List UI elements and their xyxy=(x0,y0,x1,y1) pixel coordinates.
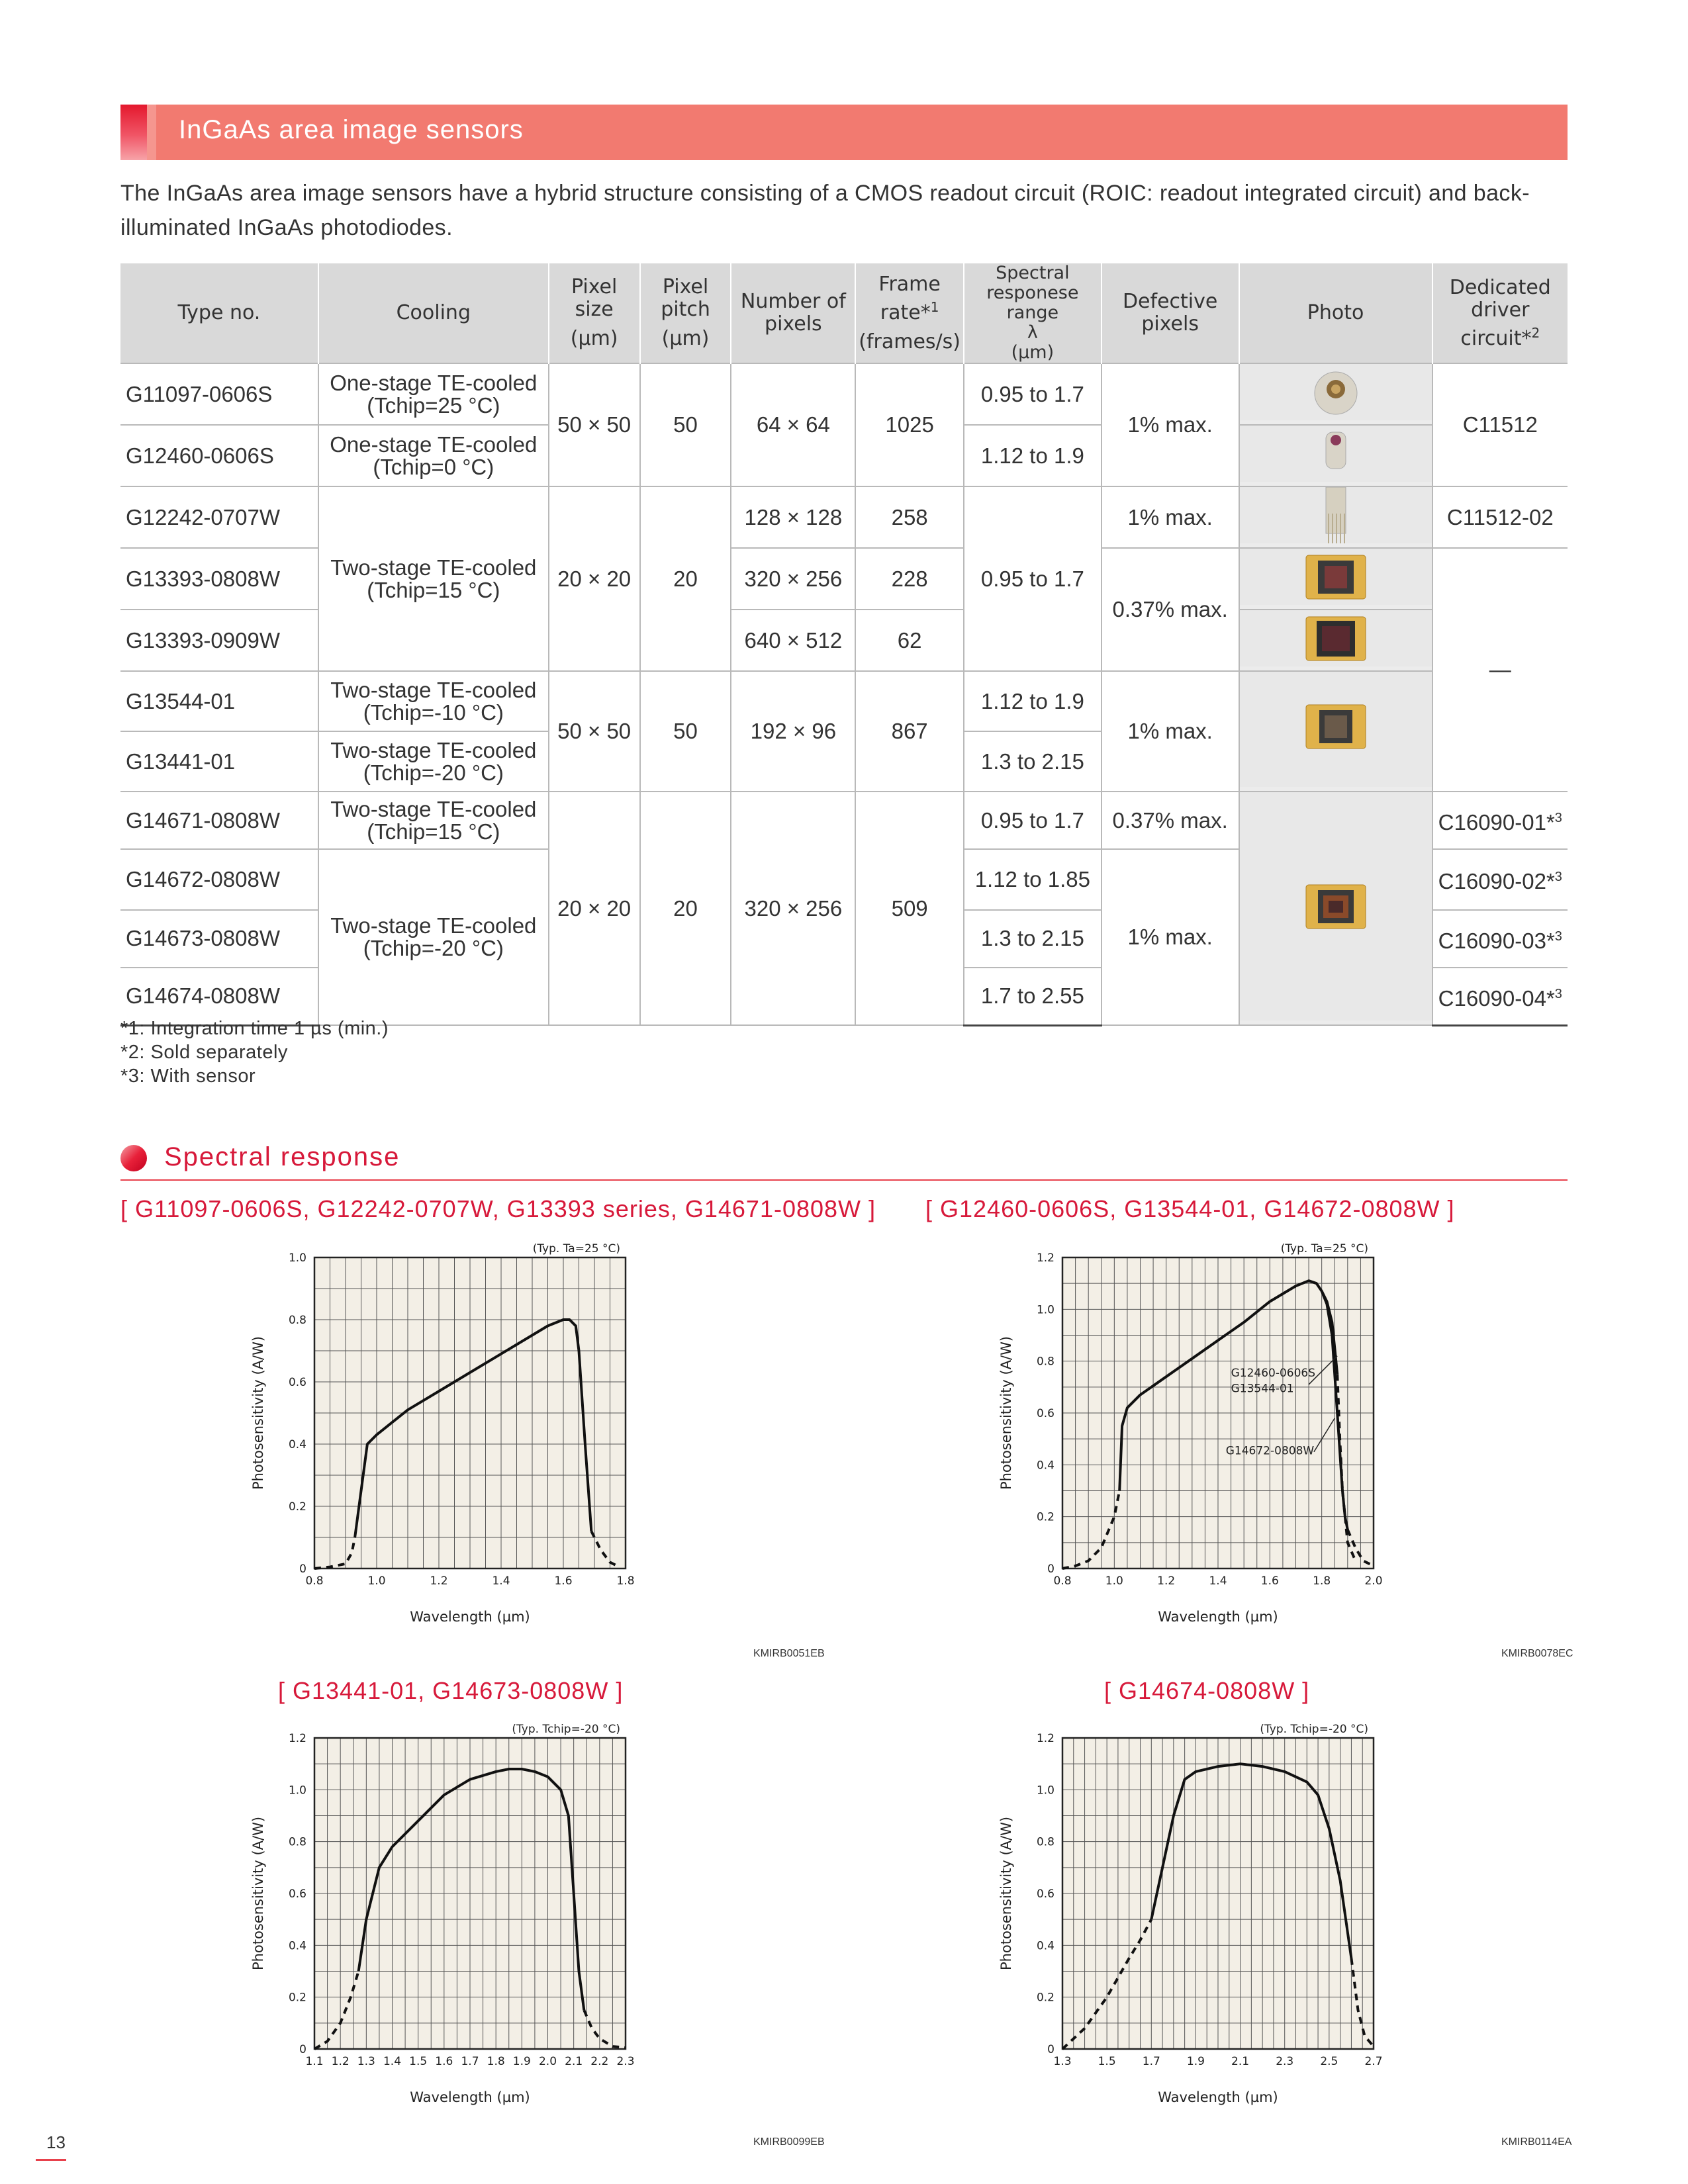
y-tick-label: 0.8 xyxy=(288,1314,306,1327)
y-tick-label: 0.6 xyxy=(288,1888,306,1901)
x-tick-label: 1.5 xyxy=(1098,2055,1116,2068)
header-pixel-pitch xyxy=(640,263,731,363)
table-row xyxy=(120,671,1568,731)
section-banner xyxy=(120,105,1568,160)
type-cell: G13393-0808W xyxy=(120,548,318,610)
header-driver-label: Dedicated driver circuit* xyxy=(1449,275,1551,350)
cooling-cell xyxy=(318,731,549,792)
header-pixel-size xyxy=(549,263,640,363)
x-tick-label: 1.1 xyxy=(305,2055,324,2068)
x-tick-label: 1.0 xyxy=(1105,1574,1123,1588)
pixel-size-cell: 50 × 50 xyxy=(549,363,640,486)
cooling-temp: (Tchip=-20 °C) xyxy=(363,760,504,785)
x-tick-label: 2.0 xyxy=(538,2055,557,2068)
y-tick-label: 0.4 xyxy=(1036,1459,1055,1473)
y-tick-label: 0.2 xyxy=(288,1500,306,1514)
defective-cell: 1% max. xyxy=(1102,671,1239,792)
frame-rate-cell: 1025 xyxy=(855,363,964,486)
table-row xyxy=(120,363,1568,425)
x-tick-label: 1.4 xyxy=(492,1574,510,1588)
type-cell: G13441-01 xyxy=(120,731,318,792)
spectral-cell: 1.3 to 2.15 xyxy=(964,731,1102,792)
type-cell: G14674-0808W xyxy=(120,968,318,1026)
annotation-label: G12460-0606S xyxy=(1231,1367,1316,1381)
frame-rate-cell: 509 xyxy=(855,792,964,1025)
spectral-chart xyxy=(225,1711,662,2122)
sensor-photo xyxy=(1240,549,1432,605)
page-number: 13 xyxy=(46,2132,66,2152)
annotation-label: G13544-01 xyxy=(1231,1382,1294,1396)
y-tick-label: 1.0 xyxy=(288,1784,306,1797)
sensor-photo xyxy=(1240,672,1432,787)
driver-label: C16090-02* xyxy=(1438,869,1555,894)
num-pixels-cell: 640 × 512 xyxy=(731,610,855,671)
num-pixels-cell: 320 × 256 xyxy=(731,548,855,610)
x-axis-label: Wavelength (µm) xyxy=(1158,2089,1278,2105)
y-tick-label: 1.0 xyxy=(288,1251,306,1265)
driver-sup: 3 xyxy=(1554,986,1562,1001)
sensor-photo xyxy=(1240,792,1432,1021)
x-tick-label: 1.8 xyxy=(487,2055,505,2068)
cooling-temp: (Tchip=-10 °C) xyxy=(363,700,504,725)
photo-cell xyxy=(1239,425,1432,486)
figure-code: KMIRB0099EB xyxy=(753,2136,825,2148)
footnote: *3: With sensor xyxy=(120,1066,256,1087)
x-tick-label: 2.3 xyxy=(616,2055,635,2068)
y-tick-label: 1.0 xyxy=(1036,1303,1055,1317)
header-defective: Defective pixels xyxy=(1102,263,1239,363)
type-cell: G12242-0707W xyxy=(120,486,318,548)
y-tick-label: 0.8 xyxy=(288,1835,306,1849)
driver-sup: 3 xyxy=(1554,870,1562,885)
cooling-text: Two-stage TE-cooled xyxy=(330,677,537,702)
cooling-cell xyxy=(318,671,549,731)
sensor-photo xyxy=(1240,426,1432,482)
x-tick-label: 2.1 xyxy=(565,2055,583,2068)
y-tick-label: 0.2 xyxy=(288,1991,306,2005)
spectral-chart xyxy=(973,1231,1410,1641)
type-cell: G14673-0808W xyxy=(120,910,318,968)
x-tick-label: 1.3 xyxy=(1053,2055,1072,2068)
num-pixels-cell: 128 × 128 xyxy=(731,486,855,548)
num-pixels-cell: 64 × 64 xyxy=(731,363,855,486)
defective-cell: 1% max. xyxy=(1102,486,1239,548)
x-tick-label: 2.0 xyxy=(1364,1574,1383,1588)
section-title: InGaAs area image sensors xyxy=(179,115,524,144)
photo-cell xyxy=(1239,486,1432,548)
y-tick-label: 1.0 xyxy=(1036,1784,1055,1797)
cooling-text: Two-stage TE-cooled xyxy=(330,796,537,821)
spectral-cell: 0.95 to 1.7 xyxy=(964,792,1102,849)
photo-cell xyxy=(1239,610,1432,671)
cooling-cell xyxy=(318,425,549,486)
header-spectral-l1: Spectral xyxy=(996,263,1070,283)
figure-code: KMIRB0114EA xyxy=(1501,2136,1572,2148)
header-frame-rate-sup: 1 xyxy=(930,298,939,315)
header-pixel-pitch-unit: (µm) xyxy=(661,327,710,350)
graph-title: [ G14674-0808W ] xyxy=(1104,1677,1310,1704)
header-num-pixels: Number of pixels xyxy=(731,263,855,363)
y-tick-label: 0 xyxy=(299,2043,306,2056)
num-pixels-cell: 192 × 96 xyxy=(731,671,855,792)
x-tick-label: 1.4 xyxy=(383,2055,402,2068)
spectral-cell: 0.95 to 1.7 xyxy=(964,363,1102,425)
pixel-pitch-cell: 20 xyxy=(640,792,731,1025)
spectral-section-header xyxy=(120,1140,1568,1181)
x-tick-label: 2.3 xyxy=(1276,2055,1294,2068)
annotation-label: G14672-0808W xyxy=(1225,1444,1315,1458)
cooling-cell xyxy=(318,849,549,1025)
spectral-cell: 1.12 to 1.9 xyxy=(964,425,1102,486)
x-tick-label: 2.7 xyxy=(1364,2055,1383,2068)
chart-note: (Typ. Tchip=-20 °C) xyxy=(512,1723,620,1736)
type-cell: G11097-0606S xyxy=(120,363,318,425)
cooling-temp: (Tchip=0 °C) xyxy=(373,454,494,479)
cooling-text: One-stage TE-cooled xyxy=(330,432,538,457)
header-pixel-pitch-label: Pixel pitch xyxy=(661,275,710,321)
defective-cell: 0.37% max. xyxy=(1102,792,1239,849)
frame-rate-cell: 228 xyxy=(855,548,964,610)
x-tick-label: 1.5 xyxy=(409,2055,428,2068)
driver-cell xyxy=(1432,910,1568,968)
num-pixels-cell: 320 × 256 xyxy=(731,792,855,1025)
x-tick-label: 1.8 xyxy=(1313,1574,1331,1588)
y-tick-label: 1.2 xyxy=(1036,1732,1055,1745)
sensor-photo xyxy=(1240,487,1432,543)
driver-cell: C11512-02 xyxy=(1432,486,1568,548)
chart-note: (Typ. Ta=25 °C) xyxy=(1280,1242,1368,1255)
graph-title: [ G11097-0606S, G12242-0707W, G13393 series, G14671-0808W ] xyxy=(120,1195,876,1222)
table-row xyxy=(120,486,1568,548)
driver-cell: C11512 xyxy=(1432,363,1568,486)
x-tick-label: 1.8 xyxy=(616,1574,635,1588)
cooling-text: Two-stage TE-cooled xyxy=(330,555,537,580)
y-tick-label: 0.6 xyxy=(1036,1407,1055,1420)
y-tick-label: 0 xyxy=(1047,1563,1055,1576)
x-tick-label: 1.7 xyxy=(461,2055,479,2068)
header-pixel-size-unit: (µm) xyxy=(570,327,618,350)
section-bullet-icon xyxy=(120,1145,147,1171)
x-tick-label: 1.0 xyxy=(367,1574,386,1588)
header-spectral xyxy=(964,263,1102,363)
defective-cell: 0.37% max. xyxy=(1102,548,1239,671)
sensor-photo xyxy=(1240,364,1432,420)
x-tick-label: 1.4 xyxy=(1209,1574,1227,1588)
driver-cell xyxy=(1432,792,1568,849)
pixel-pitch-cell: 50 xyxy=(640,363,731,486)
cooling-cell xyxy=(318,486,549,671)
header-frame-rate-label: Frame rate* xyxy=(878,272,941,324)
figure-code: KMIRB0051EB xyxy=(753,1648,825,1659)
spectral-section-title: Spectral response xyxy=(164,1142,400,1171)
y-axis-label: Photosensitivity (A/W) xyxy=(998,1816,1014,1971)
header-driver-sup: 2 xyxy=(1531,324,1540,341)
pixel-size-cell: 20 × 20 xyxy=(549,486,640,671)
driver-label: C16090-01* xyxy=(1438,810,1555,835)
x-axis-label: Wavelength (µm) xyxy=(410,1609,530,1625)
graph-title: [ G12460-0606S, G13544-01, G14672-0808W ] xyxy=(925,1195,1455,1222)
x-tick-label: 2.2 xyxy=(590,2055,609,2068)
type-cell: G12460-0606S xyxy=(120,425,318,486)
cooling-text: Two-stage TE-cooled xyxy=(330,913,537,938)
x-tick-label: 1.9 xyxy=(1186,2055,1205,2068)
table-row xyxy=(120,792,1568,849)
x-tick-label: 1.6 xyxy=(554,1574,573,1588)
driver-sup: 3 xyxy=(1554,929,1562,944)
spectral-cell: 1.3 to 2.15 xyxy=(964,910,1102,968)
table-header-row xyxy=(120,263,1568,363)
photo-cell xyxy=(1239,792,1432,1025)
page-number-underline xyxy=(36,2159,66,2161)
y-tick-label: 0.4 xyxy=(288,1438,306,1451)
pixel-pitch-cell: 20 xyxy=(640,486,731,671)
y-axis-label: Photosensitivity (A/W) xyxy=(250,1336,266,1490)
driver-label: C16090-04* xyxy=(1438,985,1555,1011)
x-tick-label: 0.8 xyxy=(1053,1574,1072,1588)
y-tick-label: 0.2 xyxy=(1036,1991,1055,2005)
chart-note: (Typ. Tchip=-20 °C) xyxy=(1260,1723,1368,1736)
type-cell: G13544-01 xyxy=(120,671,318,731)
cooling-cell xyxy=(318,792,549,849)
y-axis-label: Photosensitivity (A/W) xyxy=(998,1336,1014,1490)
y-tick-label: 0.6 xyxy=(1036,1888,1055,1901)
y-tick-label: 0.6 xyxy=(288,1376,306,1389)
y-tick-label: 0.4 xyxy=(288,1939,306,1953)
figure-code: KMIRB0078EC xyxy=(1501,1648,1573,1659)
cooling-temp: (Tchip=-20 °C) xyxy=(363,936,504,960)
cooling-text: One-stage TE-cooled xyxy=(330,370,538,395)
spectral-cell: 1.12 to 1.85 xyxy=(964,849,1102,910)
cooling-text: Two-stage TE-cooled xyxy=(330,737,537,762)
defective-cell: 1% max. xyxy=(1102,363,1239,486)
x-tick-label: 1.9 xyxy=(512,2055,531,2068)
y-axis-label: Photosensitivity (A/W) xyxy=(250,1816,266,1971)
x-tick-label: 1.6 xyxy=(435,2055,453,2068)
cooling-temp: (Tchip=15 °C) xyxy=(367,819,500,844)
frame-rate-cell: 867 xyxy=(855,671,964,792)
header-spectral-l3: λ xyxy=(1027,322,1038,343)
type-cell: G14671-0808W xyxy=(120,792,318,849)
header-pixel-size-label: Pixel size xyxy=(571,275,618,321)
frame-rate-cell: 62 xyxy=(855,610,964,671)
x-tick-label: 2.1 xyxy=(1231,2055,1250,2068)
type-cell: G14672-0808W xyxy=(120,849,318,910)
frame-rate-cell: 258 xyxy=(855,486,964,548)
photo-cell xyxy=(1239,671,1432,792)
header-photo: Photo xyxy=(1239,263,1432,363)
cooling-temp: (Tchip=15 °C) xyxy=(367,577,500,602)
footnote: *1: Integration time 1 µs (min.) xyxy=(120,1018,389,1039)
x-tick-label: 0.8 xyxy=(305,1574,324,1588)
intro-paragraph: The InGaAs area image sensors have a hybrid structure consisting of a CMOS readout circuit (ROIC: readout integrated circuit) and back-illuminated InGaAs photodiodes. xyxy=(120,181,1530,240)
pixel-size-cell: 50 × 50 xyxy=(549,671,640,792)
cooling-cell xyxy=(318,363,549,425)
defective-cell: 1% max. xyxy=(1102,849,1239,1025)
x-tick-label: 1.7 xyxy=(1142,2055,1160,2068)
y-tick-label: 0.8 xyxy=(1036,1355,1055,1369)
spectral-cell: 1.12 to 1.9 xyxy=(964,671,1102,731)
driver-cell xyxy=(1432,968,1568,1026)
y-tick-label: 0.2 xyxy=(1036,1510,1055,1524)
photo-cell xyxy=(1239,548,1432,610)
header-cooling: Cooling xyxy=(318,263,549,363)
y-tick-label: 0 xyxy=(1047,2043,1055,2056)
pixel-pitch-cell: 50 xyxy=(640,671,731,792)
banner-accent-2 xyxy=(147,105,156,160)
x-axis-label: Wavelength (µm) xyxy=(1158,1609,1278,1625)
header-type: Type no. xyxy=(120,263,318,363)
banner-accent xyxy=(120,105,147,160)
driver-cell: — xyxy=(1432,548,1568,792)
footnote: *2: Sold separately xyxy=(120,1042,288,1063)
y-tick-label: 1.2 xyxy=(1036,1251,1055,1265)
x-tick-label: 1.3 xyxy=(357,2055,375,2068)
graph-title: [ G13441-01, G14673-0808W ] xyxy=(278,1677,624,1704)
spectral-chart xyxy=(973,1711,1410,2122)
y-tick-label: 0.8 xyxy=(1036,1835,1055,1849)
header-spectral-l2: responese range xyxy=(986,283,1079,323)
driver-label: C16090-03* xyxy=(1438,928,1555,953)
spec-table xyxy=(120,263,1568,1026)
x-tick-label: 2.5 xyxy=(1320,2055,1338,2068)
spectral-cell: 1.7 to 2.55 xyxy=(964,968,1102,1026)
y-tick-label: 0.4 xyxy=(1036,1939,1055,1953)
driver-cell xyxy=(1432,849,1568,910)
x-tick-label: 1.2 xyxy=(430,1574,448,1588)
footnotes xyxy=(120,1017,389,1088)
x-tick-label: 1.2 xyxy=(331,2055,350,2068)
pixel-size-cell: 20 × 20 xyxy=(549,792,640,1025)
header-frame-rate xyxy=(855,263,964,363)
photo-cell xyxy=(1239,363,1432,425)
y-tick-label: 1.2 xyxy=(288,1732,306,1745)
header-driver xyxy=(1432,263,1568,363)
type-cell: G13393-0909W xyxy=(120,610,318,671)
x-tick-label: 1.6 xyxy=(1260,1574,1279,1588)
spectral-cell: 0.95 to 1.7 xyxy=(964,486,1102,671)
driver-sup: 3 xyxy=(1554,811,1562,825)
x-tick-label: 1.2 xyxy=(1157,1574,1176,1588)
cooling-temp: (Tchip=25 °C) xyxy=(367,392,500,418)
spectral-chart xyxy=(225,1231,662,1641)
x-axis-label: Wavelength (µm) xyxy=(410,2089,530,2105)
header-spectral-unit: (µm) xyxy=(1011,342,1055,363)
chart-note: (Typ. Ta=25 °C) xyxy=(532,1242,620,1255)
y-tick-label: 0 xyxy=(299,1563,306,1576)
header-frame-rate-unit: (frames/s) xyxy=(859,330,961,353)
sensor-photo xyxy=(1240,610,1432,666)
